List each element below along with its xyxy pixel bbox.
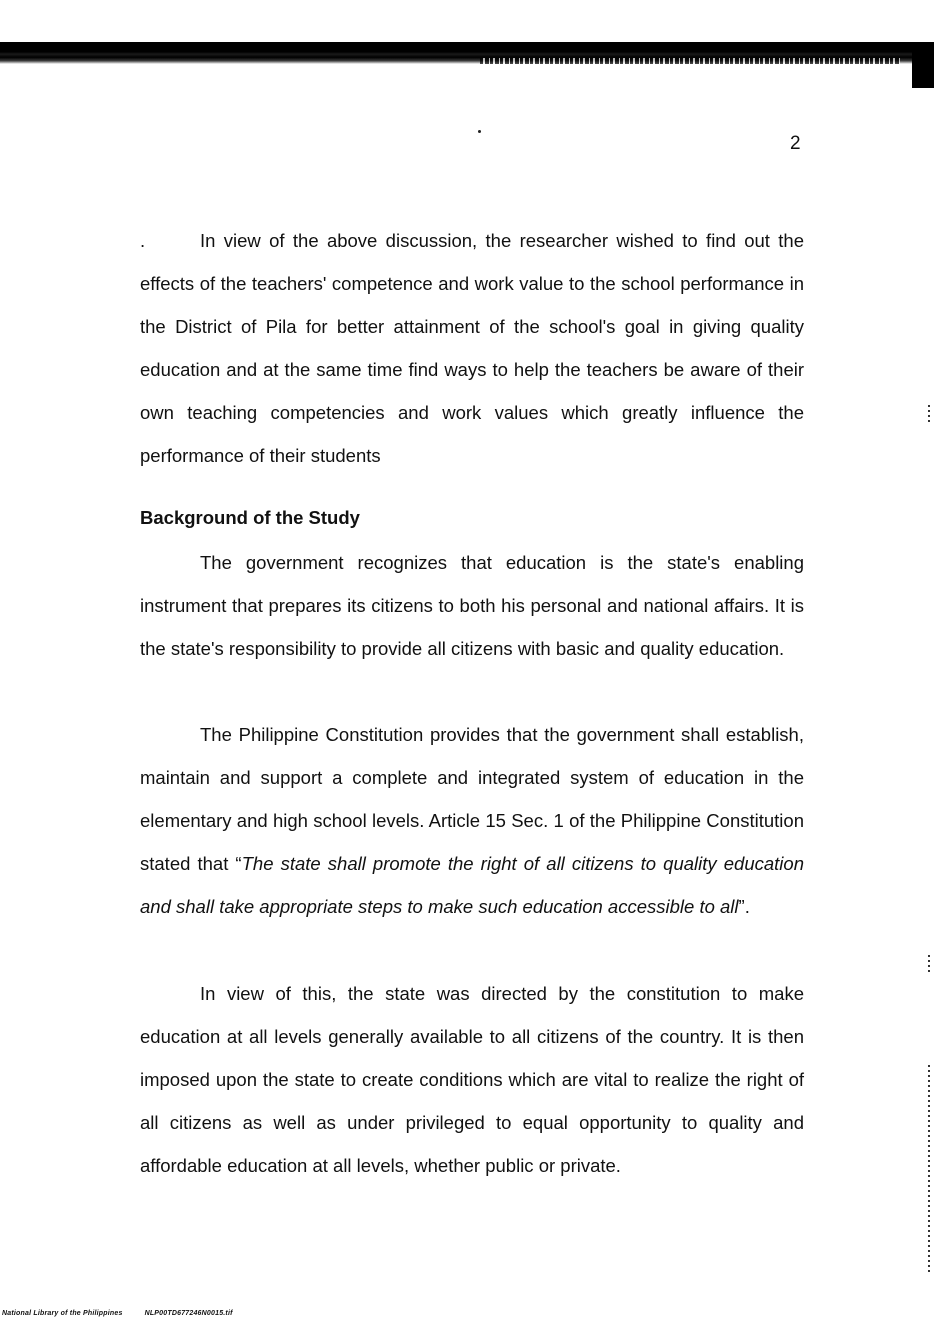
quote-close: ”. (738, 896, 750, 917)
section-heading: Background of the Study (140, 507, 360, 528)
stray-lead-mark: . (140, 230, 146, 251)
scan-edge-mark (928, 405, 930, 423)
scan-border-corner (912, 42, 934, 88)
paragraph-text: The Philippine Constitution provides that the government shall establish, maintain and support a complete and integrated system of education in the elementary and high school levels. Article 15 Sec. 1 of the Philippine Constitution stated that “ (140, 724, 804, 874)
scan-footer (2, 1310, 233, 1317)
scan-dot (478, 130, 481, 133)
footer-file-id: NLP00TD677246N0015.tif (144, 1310, 233, 1317)
scan-noise (480, 58, 900, 64)
paragraph-constitution (140, 713, 804, 928)
paragraph-government: The government recognizes that education is the state's enabling instrument that prepares its citizens to both his personal and national affairs. It is the state's responsibility to provide all citizens with basic and quality education. (140, 552, 804, 659)
constitution-quote: The state shall promote the right of all citizens to quality education and shall take appropriate steps to make such education accessible to all (140, 853, 804, 917)
scan-edge-mark (928, 955, 930, 975)
scan-edge-mark (928, 1065, 930, 1275)
page-number: 2 (790, 133, 801, 154)
paragraph-state-mandate: In view of this, the state was directed by the constitution to make education at all levels generally available to all citizens of the country. It is then imposed upon the state to create conditions which are vital to realize the right of all citizens as well as under privileged to equal opportunity to quality and affordable education at all levels, whether public or private. (140, 983, 804, 1176)
paragraph-text: In view of the above discussion, the researcher wished to find out the effects of the teachers' competence and work value to the school performance in the District of Pila for better attainment of the school's goal in giving quality education and at the same time find ways to help the teachers be aware of their own teaching competencies and work values which greatly influence the performance of their students (140, 230, 804, 466)
paragraph-intro-conclusion (140, 219, 804, 477)
footer-library: National Library of the Philippines (2, 1310, 123, 1317)
